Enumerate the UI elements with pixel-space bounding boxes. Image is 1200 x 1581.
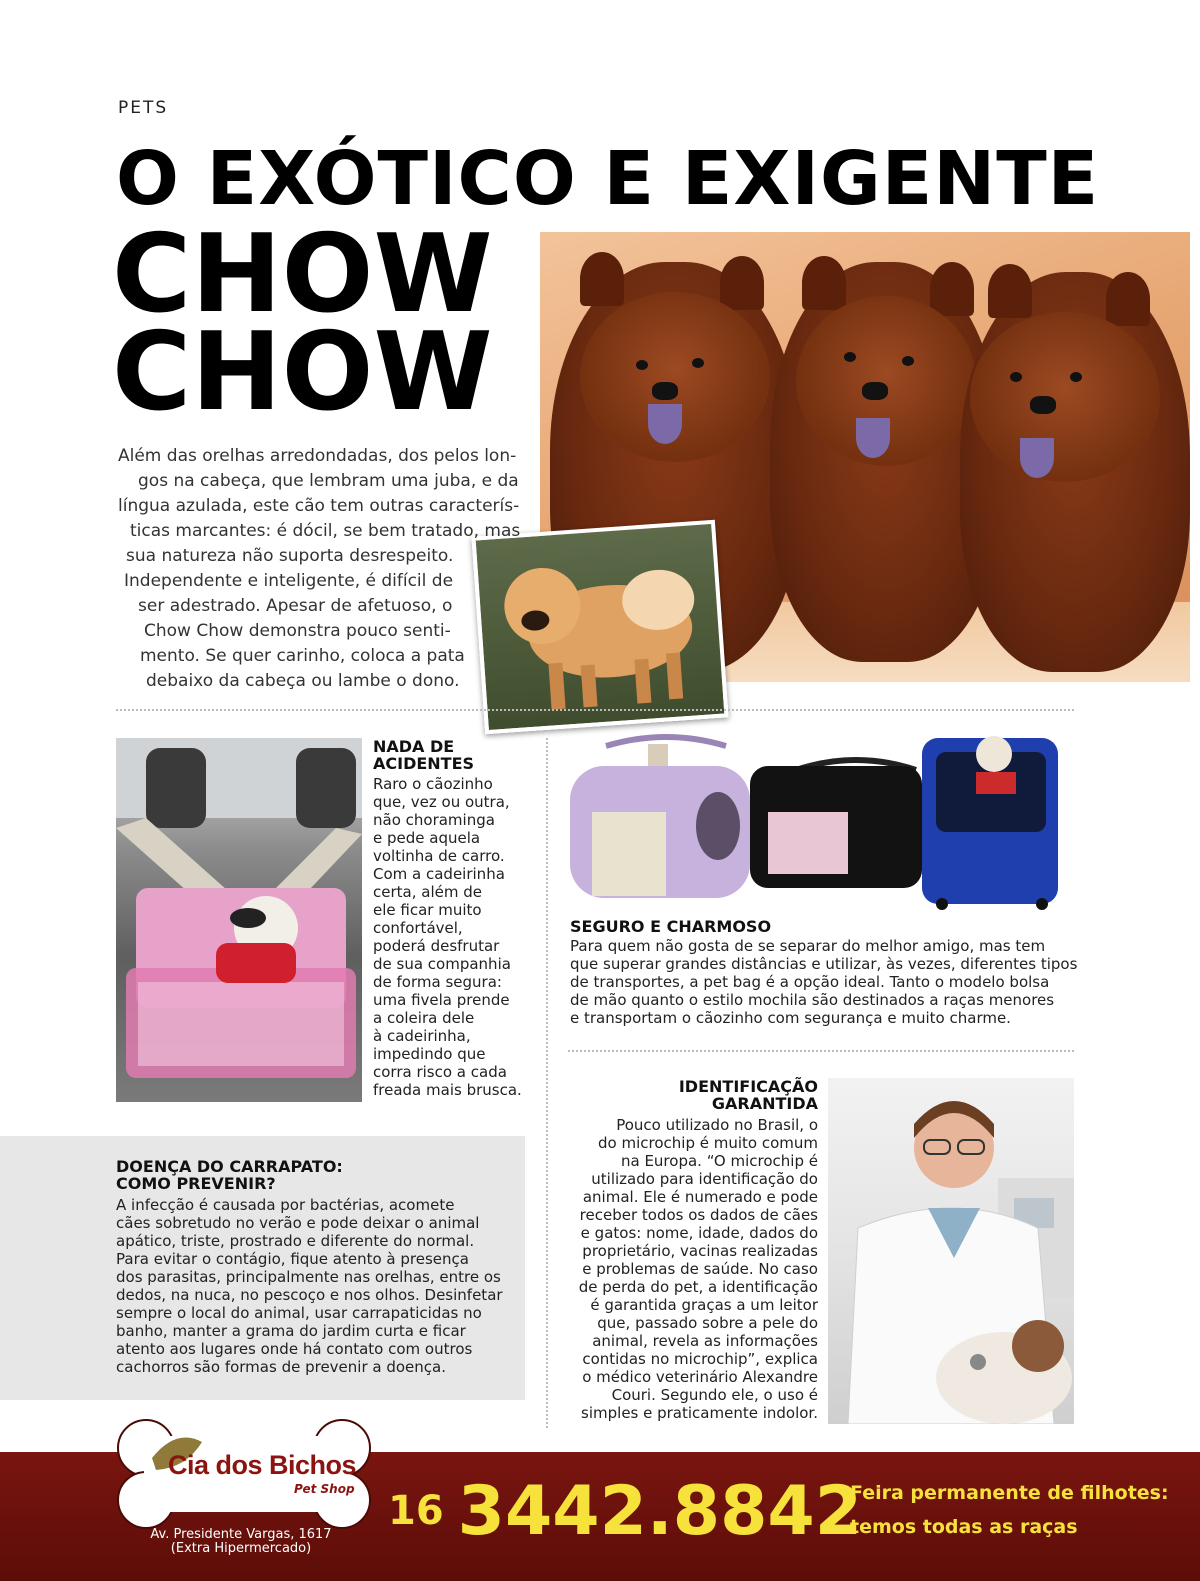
car-seat-illustration: [116, 738, 362, 1102]
tick-heading-line1: DOENÇA DO CARRAPATO:: [116, 1157, 343, 1176]
tick-line: atento aos lugares onde há contato com outros: [116, 1340, 473, 1358]
puppy-right-eye: [1070, 372, 1082, 382]
section-divider: [568, 1050, 1074, 1052]
intro-line: Chow Chow demonstra pouco senti-: [144, 621, 451, 641]
headline-breed-line2: CHOW: [112, 310, 493, 435]
intro-line: ser adestrado. Apesar de afetuoso, o: [138, 596, 453, 616]
tick-heading-line2: COMO PREVENIR?: [116, 1174, 276, 1193]
pet-shop-logo: [116, 1418, 372, 1530]
accidents-heading: [373, 738, 474, 772]
tick-line: sempre o local do animal, usar carrapaticidas no: [116, 1304, 482, 1322]
accidents-line: certa, além de: [373, 883, 482, 901]
microchip-line: o médico veterinário Alexandre: [582, 1368, 818, 1386]
headline: O EXÓTICO E EXIGENTE: [116, 136, 1100, 222]
accidents-line: freada mais brusca.: [373, 1081, 522, 1099]
microchip-line: utilizado para identificação do: [591, 1170, 818, 1188]
address-line2: (Extra Hipermercado): [170, 1541, 312, 1556]
microchip-heading-line1: IDENTIFICAÇÃO: [678, 1077, 818, 1096]
microchip-line: receber todos os dados de cães: [579, 1206, 818, 1224]
microchip-line: na Europa. “O microchip é: [620, 1152, 818, 1170]
logo-subtitle: Pet Shop: [294, 1482, 355, 1496]
accidents-line: não choraminga: [373, 811, 495, 829]
puppy-middle-ear: [802, 256, 846, 310]
tick-line: cães sobretudo no verão e pode deixar o animal: [116, 1214, 480, 1232]
intro-line: mento. Se quer carinho, coloca a pata: [140, 646, 465, 666]
puppy-left-ear: [720, 256, 764, 310]
accidents-line: à cadeirinha,: [373, 1027, 471, 1045]
phone-area-code: 16: [388, 1488, 444, 1534]
carrier-line: que superar grandes distâncias e utilizar, às vezes, diferentes tipos: [570, 955, 1078, 973]
accidents-line: uma fivela prende: [373, 991, 510, 1009]
puppy-left-eye: [636, 360, 648, 370]
puppy-middle-eye: [844, 352, 856, 362]
puppy-left-ear: [580, 252, 624, 306]
microchip-text: [560, 1116, 818, 1422]
accidents-line: corra risco a cada: [373, 1063, 507, 1081]
column-divider: [546, 738, 548, 1428]
phone-digits: 3442.8842: [457, 1472, 863, 1551]
accidents-line: a coleira dele: [373, 1009, 475, 1027]
carrier-line: e transportam o cãozinho com segurança e muito charme.: [570, 1009, 1011, 1027]
accidents-line: voltinha de carro.: [373, 847, 505, 865]
intro-line: gos na cabeça, que lembram uma juba, e da: [138, 471, 519, 491]
puppy-right-face: [970, 312, 1160, 482]
accidents-line: impedindo que: [373, 1045, 486, 1063]
puppy-right-nose: [1030, 396, 1056, 414]
accidents-text: [373, 775, 543, 1099]
tick-line: banho, manter a grama do jardim curta e ficar: [116, 1322, 466, 1340]
puppy-left-tongue: [648, 404, 682, 444]
puppy-right-ear: [988, 264, 1032, 318]
puppy-left-nose: [652, 382, 678, 400]
headline-breed-line1: CHOW: [112, 212, 493, 337]
microchip-line: animal. Ele é numerado e pode: [582, 1188, 818, 1206]
tagline-line1: Feira permanente de filhotes:: [850, 1482, 1169, 1504]
accidents-line: e pede aquela: [373, 829, 481, 847]
veterinarian-illustration: [828, 1078, 1074, 1424]
puppy-middle-eye: [902, 356, 914, 366]
ad-tagline: [850, 1476, 1169, 1544]
tick-line: Para evitar o contágio, fique atento à presença: [116, 1250, 469, 1268]
carrier-heading: SEGURO E CHARMOSO: [570, 917, 772, 936]
tick-text: [116, 1196, 516, 1376]
microchip-line: animal, revela as informações: [592, 1332, 818, 1350]
intro-line: língua azulada, este cão tem outras caracterís-: [118, 496, 520, 516]
accidents-heading-line2: ACIDENTES: [373, 754, 475, 773]
logo-wordmark: Cia dos Bichos: [168, 1450, 357, 1480]
microchip-line: Couri. Segundo ele, o uso é: [611, 1386, 818, 1404]
microchip-line: simples e praticamente indolor.: [581, 1404, 818, 1422]
accidents-line: confortável,: [373, 919, 463, 937]
microchip-line: e gatos: nome, idade, dados do: [580, 1224, 818, 1242]
microchip-line: que, passado sobre a pele do: [597, 1314, 818, 1332]
intro-line: ticas marcantes: é dócil, se bem tratado, mas: [130, 521, 521, 541]
microchip-line: é garantida graças a um leitor: [590, 1296, 818, 1314]
phone-number[interactable]: [388, 1472, 862, 1551]
microchip-line: do microchip é muito comum: [598, 1134, 818, 1152]
accidents-line: ele ficar muito: [373, 901, 482, 919]
microchip-heading: [566, 1078, 818, 1112]
address-line1: Av. Presidente Vargas, 1617: [150, 1527, 332, 1542]
puppy-middle-tongue: [856, 418, 890, 458]
microchip-line: Pouco utilizado no Brasil, o: [616, 1116, 818, 1134]
photo-car-seat: [116, 738, 362, 1102]
puppy-middle-ear: [930, 262, 974, 316]
headline-breed: [112, 212, 493, 435]
section-divider: [116, 709, 1074, 711]
microchip-line: e problemas de saúde. No caso: [582, 1260, 818, 1278]
intro-line: Independente e inteligente, é difícil de: [124, 571, 454, 591]
accidents-line: de forma segura:: [373, 973, 502, 991]
tick-line: A infecção é causada por bactérias, acomete: [116, 1196, 455, 1214]
intro-line: debaixo da cabeça ou lambe o dono.: [146, 671, 460, 691]
puppy-right-eye: [1010, 372, 1022, 382]
photo-veterinarian: [828, 1078, 1074, 1424]
section-label: PETS: [118, 98, 169, 118]
accidents-line: poderá desfrutar: [373, 937, 500, 955]
accidents-line: Com a cadeirinha: [373, 865, 505, 883]
tagline-line2: temos todas as raças: [850, 1516, 1078, 1538]
tick-line: dedos, na nuca, no pescoço e nos olhos. Desinfetar: [116, 1286, 503, 1304]
microchip-line: proprietário, vacinas realizadas: [582, 1242, 818, 1260]
carrier-line: de transportes, a pet bag é a opção ideal. Tanto o modelo bolsa: [570, 973, 1050, 991]
puppy-right-tongue: [1020, 438, 1054, 478]
microchip-line: de perda do pet, a identificação: [578, 1278, 818, 1296]
intro-line: sua natureza não suporta desrespeito.: [126, 546, 454, 566]
tick-line: cachorros são formas de prevenir a doença.: [116, 1358, 446, 1376]
puppy-right-ear: [1106, 272, 1150, 326]
accidents-line: que, vez ou outra,: [373, 793, 510, 811]
carrier-text: [570, 937, 1080, 1027]
intro-paragraph: [110, 444, 530, 694]
tick-heading: [116, 1158, 343, 1192]
tick-disease-box: [0, 1136, 525, 1400]
accidents-line: de sua companhia: [373, 955, 511, 973]
accidents-heading-line1: NADA DE: [373, 737, 455, 756]
store-address: [134, 1528, 348, 1556]
microchip-line: contidas no microchip”, explica: [582, 1350, 818, 1368]
pet-bags-illustration: [566, 732, 1076, 912]
tick-line: dos parasitas, principalmente nas orelhas, entre os: [116, 1268, 501, 1286]
carrier-line: de mão quanto o estilo mochila são destinados a raças menores: [570, 991, 1055, 1009]
photo-pet-bags: [566, 732, 1076, 912]
tick-line: apático, triste, prostrado e diferente do normal.: [116, 1232, 475, 1250]
puppy-left-eye: [692, 358, 704, 368]
carrier-line: Para quem não gosta de se separar do melhor amigo, mas tem: [570, 937, 1046, 955]
accidents-line: Raro o cãozinho: [373, 775, 493, 793]
microchip-heading-line2: GARANTIDA: [711, 1094, 818, 1113]
puppy-middle-nose: [862, 382, 888, 400]
intro-line: Além das orelhas arredondadas, dos pelos lon-: [118, 446, 517, 466]
